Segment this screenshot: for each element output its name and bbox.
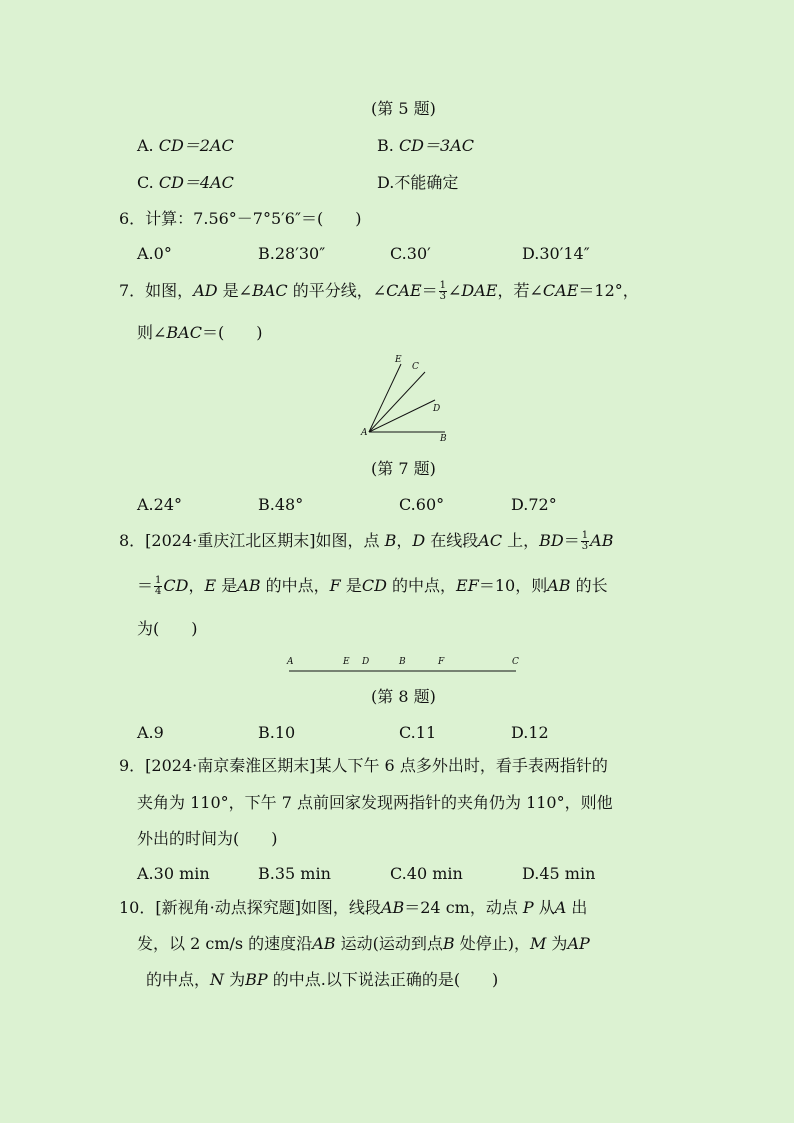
fraction — [154, 576, 162, 597]
label-f: F — [438, 657, 445, 667]
text: 从 — [533, 898, 555, 917]
option-text: CD＝3AC — [398, 136, 474, 155]
denominator: 4 — [155, 586, 162, 597]
text: CAE — [542, 281, 579, 300]
denominator: 3 — [581, 541, 589, 552]
q8-option-b: B.10 — [258, 723, 296, 742]
q9-option-b: B.35 min — [258, 864, 331, 883]
q10-stem-line2 — [137, 934, 590, 954]
q5-option-a — [137, 136, 234, 156]
text: ＝( ) — [201, 323, 263, 342]
text: AD — [193, 281, 218, 300]
text: 发，以 2 cm/s 的速度沿 — [137, 934, 313, 953]
text: ＝10，则 — [478, 576, 548, 595]
label-d: D — [433, 404, 441, 414]
label-b: B — [440, 434, 447, 444]
ray-ac — [369, 372, 425, 432]
q7-option-c: C.60° — [399, 495, 445, 514]
q8-stem-line2 — [137, 576, 608, 597]
label-c: C — [512, 657, 519, 667]
text: BAC — [166, 323, 202, 342]
text: CAE — [386, 281, 422, 300]
q6-option-d: D.30′14″ — [522, 244, 590, 263]
text: EF — [456, 576, 479, 595]
q7-caption: (第 7 题) — [371, 459, 436, 478]
text: P — [522, 898, 534, 917]
label-d: D — [362, 657, 370, 667]
text: 的中点， — [386, 576, 457, 595]
text: 8．[2024·重庆江北区期末]如图，点 — [119, 531, 385, 550]
text: AB — [237, 576, 261, 595]
numerator: 1 — [581, 530, 589, 541]
q8-caption: (第 8 题) — [371, 687, 436, 706]
q7-option-b: B.48° — [258, 495, 304, 514]
label-a: A — [361, 428, 368, 438]
text: ＝ — [563, 531, 580, 550]
q10-stem-line3 — [146, 970, 498, 990]
denominator: 3 — [439, 291, 447, 302]
q6-option-a: A.0° — [137, 244, 172, 263]
text: AB — [312, 934, 336, 953]
text: AC — [478, 531, 503, 550]
text: 运动(运动到点 — [335, 934, 443, 953]
q6-option-b: B.28′30″ — [258, 244, 326, 263]
text: ， — [396, 531, 413, 550]
label-b: B — [399, 657, 406, 667]
q7-option-a: A.24° — [137, 495, 182, 514]
text: ∠ — [448, 281, 462, 300]
q10-stem-line1 — [119, 898, 587, 918]
q8-segment-figure — [284, 653, 524, 675]
q9-stem-line3: 外出的时间为( ) — [137, 829, 278, 848]
text: BD — [539, 531, 564, 550]
text: ， — [188, 576, 205, 595]
q7-stem-line2 — [137, 323, 262, 343]
text: 是 — [340, 576, 362, 595]
option-text: 不能确定 — [394, 173, 459, 192]
text: ＝ — [137, 576, 154, 595]
q7-stem-line1 — [119, 281, 639, 302]
q7-option-d: D.72° — [511, 495, 557, 514]
label-e: E — [343, 657, 350, 667]
fraction — [439, 281, 447, 302]
text: AP — [567, 934, 590, 953]
option-label: C. — [137, 173, 154, 192]
fraction — [581, 531, 589, 552]
text: 是∠ — [217, 281, 253, 300]
text: CD — [361, 576, 387, 595]
q9-stem-line1: 9．[2024·南京秦淮区期末]某人下午 6 点多外出时，看手表两指针的 — [119, 756, 608, 775]
text: 是 — [216, 576, 238, 595]
text: 则∠ — [137, 323, 167, 342]
q5-option-b — [377, 136, 474, 156]
numerator: 1 — [155, 575, 162, 586]
text: B — [384, 531, 397, 550]
q6-option-c: C.30′ — [390, 244, 431, 263]
text: CD — [163, 576, 189, 595]
text: D — [412, 531, 426, 550]
q5-option-c — [137, 173, 234, 193]
q8-option-c: C.11 — [399, 723, 437, 742]
text: BP — [245, 970, 268, 989]
text: F — [329, 576, 341, 595]
q7-angle-figure — [355, 352, 455, 444]
q5-caption: (第 5 题) — [371, 99, 436, 118]
text: DAE — [461, 281, 498, 300]
label-e: E — [395, 355, 402, 365]
label-c: C — [412, 362, 419, 372]
text: ，若∠ — [497, 281, 543, 300]
text: ＝12°， — [578, 281, 639, 300]
q9-option-c: C.40 min — [390, 864, 463, 883]
text: ＝ — [421, 281, 438, 300]
text: 的中点， — [260, 576, 330, 595]
text: 的中点.以下说法正确的是( ) — [267, 970, 499, 989]
q5-option-d — [377, 173, 458, 193]
numerator: 1 — [439, 280, 447, 291]
text: 的中点， — [146, 970, 211, 989]
text: AB — [380, 898, 405, 917]
q9-option-a: A.30 min — [137, 864, 210, 883]
option-text: CD＝2AC — [158, 136, 234, 155]
text: AB — [547, 576, 571, 595]
text: 为 — [546, 934, 568, 953]
option-label: A. — [137, 136, 154, 155]
text: 7．如图， — [119, 281, 194, 300]
option-text: CD＝4AC — [158, 173, 234, 192]
text: E — [204, 576, 217, 595]
text: 的长 — [570, 576, 608, 595]
q8-stem-line3: 为( ) — [137, 619, 198, 638]
ray-ad — [369, 400, 435, 432]
text: N — [210, 970, 225, 989]
text: BAC — [252, 281, 288, 300]
text: 处停止)， — [454, 934, 530, 953]
text: M — [529, 934, 547, 953]
text: A — [554, 898, 567, 917]
text: AB — [590, 531, 614, 550]
text: 的平分线，∠ — [287, 281, 387, 300]
q8-option-a: A.9 — [137, 723, 164, 742]
text: 出 — [566, 898, 588, 917]
q6-stem: 6．计算：7.56°－7°5′6″＝( ) — [119, 209, 362, 228]
text: 上， — [502, 531, 540, 550]
text: ＝24 cm，动点 — [404, 898, 523, 917]
label-a: A — [287, 657, 294, 667]
q8-option-d: D.12 — [511, 723, 549, 742]
q8-stem-line1 — [119, 531, 613, 552]
text: 为 — [224, 970, 246, 989]
option-label: D. — [377, 173, 395, 192]
ray-ae — [369, 364, 401, 432]
q9-option-d: D.45 min — [522, 864, 596, 883]
option-label: B. — [377, 136, 394, 155]
q9-stem-line2: 夹角为 110°，下午 7 点前回家发现两指针的夹角仍为 110°，则他 — [137, 793, 613, 812]
text: 在线段 — [425, 531, 479, 550]
text: 10．[新视角·动点探究题]如图，线段 — [119, 898, 381, 917]
text: B — [442, 934, 455, 953]
